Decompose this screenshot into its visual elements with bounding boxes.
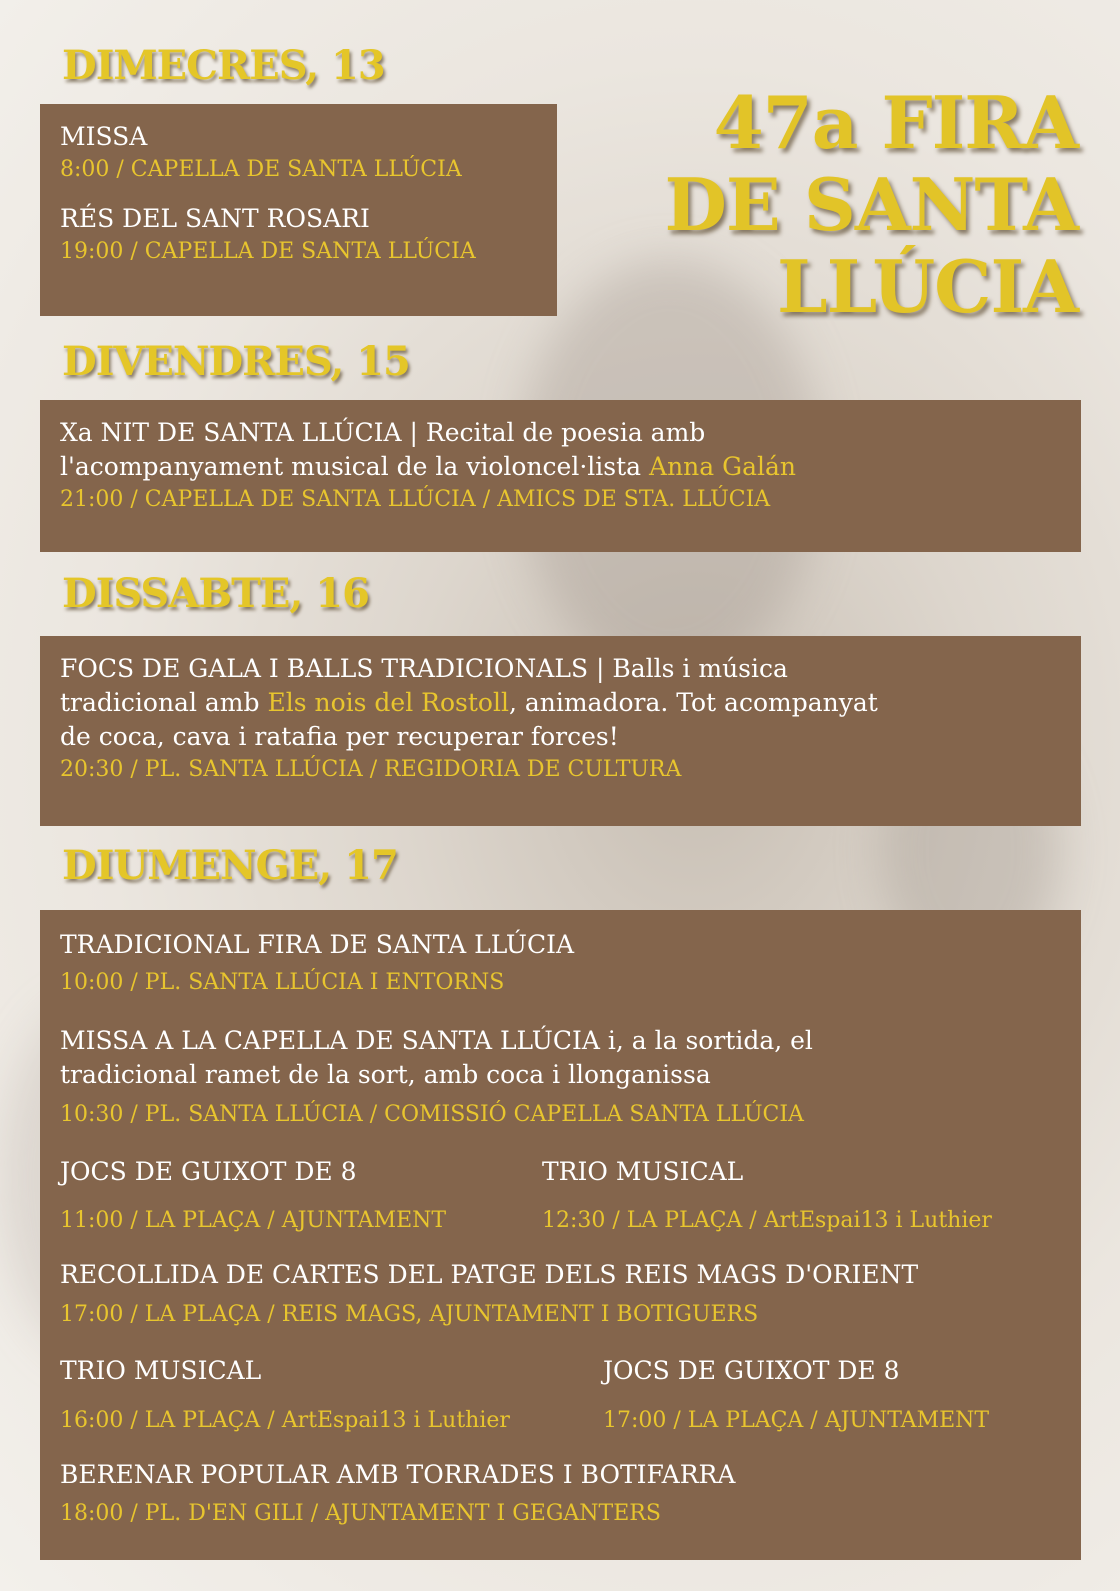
- event-title: Xa NIT DE SANTA LLÚCIA | Recital de poesia amb: [60, 418, 706, 447]
- event-schedule: 17:00 / LA PLAÇA / AJUNTAMENT: [603, 1408, 990, 1433]
- event-schedule: 18:00 / PL. D'EN GILI / AJUNTAMENT I GEGANTERS: [60, 1501, 661, 1526]
- event-title: BERENAR POPULAR AMB TORRADES I BOTIFARRA: [60, 1460, 736, 1489]
- event-title: MISSA: [60, 122, 148, 151]
- day-events-box: [40, 104, 557, 316]
- event-schedule: 11:00 / LA PLAÇA / AJUNTAMENT: [60, 1208, 447, 1233]
- day-heading: DIUMENGE, 17: [62, 842, 398, 889]
- event-title: JOCS DE GUIXOT DE 8: [60, 1157, 357, 1186]
- event-title-text: tradicional amb: [60, 688, 268, 717]
- event-title: TRIO MUSICAL: [542, 1157, 744, 1186]
- day-heading: DISSABTE, 16: [62, 570, 369, 617]
- event-schedule: 20:30 / PL. SANTA LLÚCIA / REGIDORIA DE CULTURA: [60, 757, 682, 782]
- event-title: de coca, cava i ratafia per recuperar forces!: [60, 722, 619, 751]
- fair-title: [664, 82, 1078, 328]
- event-title: tradicional ramet de la sort, amb coca i llonganissa: [60, 1060, 711, 1089]
- fair-title-line: LLÚCIA: [777, 244, 1078, 329]
- event-schedule: 12:30 / LA PLAÇA / ArtEspai13 i Luthier: [542, 1208, 992, 1233]
- artist-name: Anna Galán: [649, 452, 797, 481]
- day-heading: DIMECRES, 13: [62, 42, 385, 89]
- event-schedule: 10:00 / PL. SANTA LLÚCIA I ENTORNS: [60, 970, 505, 995]
- day-events-box: [40, 636, 1081, 826]
- event-title: JOCS DE GUIXOT DE 8: [603, 1356, 900, 1385]
- event-title: TRADICIONAL FIRA DE SANTA LLÚCIA: [60, 930, 575, 959]
- event-schedule: 17:00 / LA PLAÇA / REIS MAGS, AJUNTAMENT I BOTIGUERS: [60, 1302, 759, 1327]
- event-title: TRIO MUSICAL: [60, 1356, 262, 1385]
- event-title: [60, 686, 1061, 720]
- fair-title-line: DE SANTA: [664, 162, 1078, 247]
- event-schedule: 8:00 / CAPELLA DE SANTA LLÚCIA: [60, 157, 462, 182]
- day-heading: DIVENDRES, 15: [62, 338, 410, 385]
- event-title: [60, 450, 1061, 484]
- event-title: RÉS DEL SANT ROSARI: [60, 204, 370, 233]
- fair-title-line: 47a FIRA: [713, 80, 1078, 165]
- event-title: MISSA A LA CAPELLA DE SANTA LLÚCIA i, a la sortida, el: [60, 1026, 813, 1055]
- event-title: RECOLLIDA DE CARTES DEL PATGE DELS REIS MAGS D'ORIENT: [60, 1260, 919, 1289]
- day-events-box: [40, 910, 1081, 1560]
- event-schedule: 21:00 / CAPELLA DE SANTA LLÚCIA / AMICS DE STA. LLÚCIA: [60, 487, 771, 512]
- event-title-text: l'acompanyament musical de la violoncel·lista: [60, 452, 650, 481]
- event-schedule: 16:00 / LA PLAÇA / ArtEspai13 i Luthier: [60, 1408, 510, 1433]
- event-schedule: 10:30 / PL. SANTA LLÚCIA / COMISSIÓ CAPELLA SANTA LLÚCIA: [60, 1102, 804, 1127]
- day-events-box: [40, 400, 1081, 552]
- event-title: FOCS DE GALA I BALLS TRADICIONALS | Balls i música: [60, 654, 788, 683]
- artist-name: Els nois del Rostoll: [267, 688, 509, 717]
- event-title-text: , animadora. Tot acompanyat: [508, 688, 878, 717]
- event-schedule: 19:00 / CAPELLA DE SANTA LLÚCIA: [60, 239, 476, 264]
